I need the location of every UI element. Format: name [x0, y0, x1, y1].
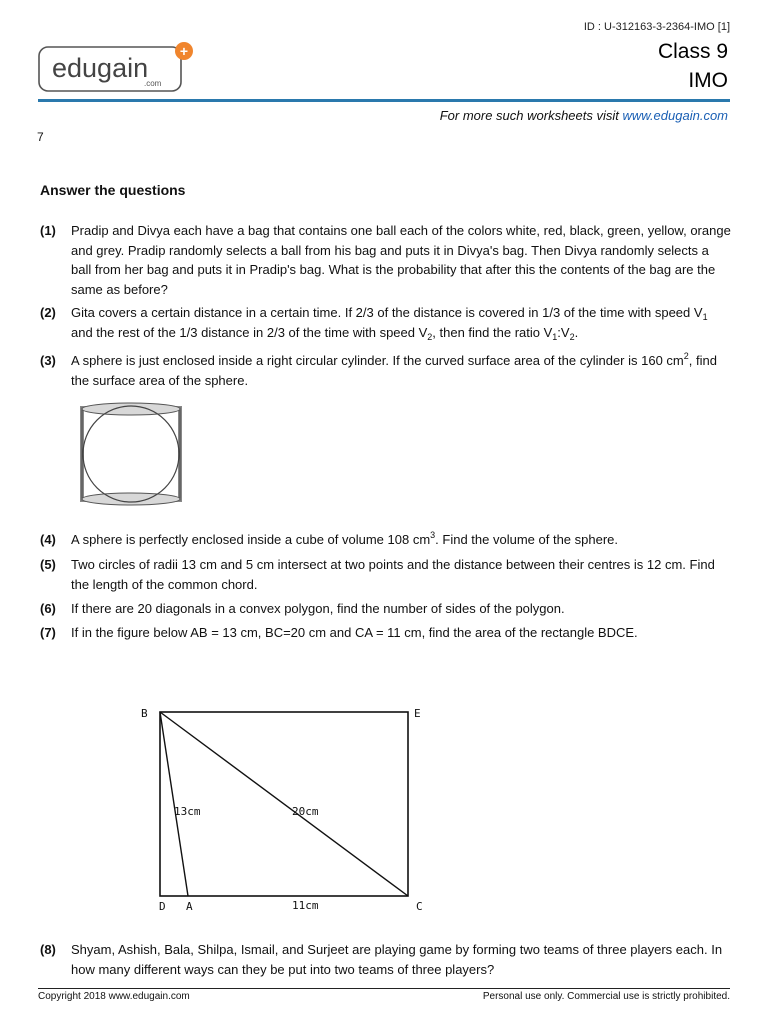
promo-text: For more such worksheets visit	[439, 108, 623, 123]
question-number: (2)	[40, 305, 56, 320]
footer-divider	[38, 988, 730, 989]
segment-bc	[160, 712, 408, 896]
document-id: ID : U-312163-3-2364-IMO [1]	[583, 21, 730, 33]
question-text: A sphere is perfectly enclosed inside a cube of volume 108 $cm^3$. Find the volume of the sphere.	[71, 530, 618, 547]
section-title: Answer the questions	[40, 182, 186, 198]
logo-badge-plus: +	[179, 43, 189, 59]
logo-wordmark: edugain	[52, 53, 149, 83]
question-text: Shyam, Ashish, Bala, Shilpa, Ismail, and Surjeet are playing game by forming two teams of three players each. In how many different ways can they be put into two teams of three players?	[71, 942, 723, 977]
label-bc-length: 20cm	[292, 805, 319, 818]
exam-label: IMO	[688, 69, 728, 92]
question-2	[40, 303, 732, 342]
sphere-circle	[83, 406, 179, 502]
footer-copyright: Copyright 2018 www.edugain.com	[38, 991, 190, 1002]
worksheets-promo	[440, 108, 728, 123]
footer-usage-notice: Personal use only. Commercial use is strictly prohibited.	[482, 991, 730, 1002]
question-text: Gita covers a certain distance in a certain time. If 2/3 of the distance is covered in 1/3 of the time with speed $V_1$ and the rest of the 1/3 distance in 2/3 of the time with speed $V_2$, then find the ratio $V_1:V_2$.	[71, 305, 708, 342]
label-a: A	[186, 900, 193, 913]
label-b: B	[141, 707, 148, 720]
logo-suffix: .com	[144, 79, 162, 88]
question-text: Pradip and Divya each have a bag that contains one ball each of the colors white, red, black, green, yellow, orange and grey. Pradip randomly selects a ball from his bag and puts it in Divya's bag. Then Divya randomly selects a ball from her bag and puts it in Pradip's bag. What is the probability that after this the contents of the bag are the same as before?	[71, 223, 731, 297]
label-c: C	[416, 900, 423, 913]
question-7	[40, 623, 732, 643]
question-3	[40, 351, 732, 390]
question-8	[40, 940, 732, 979]
sphere-in-cylinder-figure	[76, 402, 186, 514]
question-4	[40, 530, 732, 550]
edugain-link[interactable]: www.edugain.com	[622, 108, 728, 123]
class-label: Class 9	[657, 40, 728, 63]
cylinder-bottom-ellipse	[82, 493, 180, 505]
question-text: Two circles of radii 13 cm and 5 cm intersect at two points and the distance between their centres is 12 cm. Find the length of the common chord.	[71, 557, 715, 592]
question-number: (7)	[40, 625, 56, 640]
segment-ba	[160, 712, 188, 896]
question-number: (4)	[40, 532, 56, 547]
question-number: (5)	[40, 557, 56, 572]
label-ca-length: 11cm	[292, 899, 319, 912]
question-5	[40, 555, 732, 594]
question-text: A sphere is just enclosed inside a right circular cylinder. If the curved surface area of the cylinder is 160 $cm^2$, find the surface area of the sphere.	[71, 351, 717, 388]
label-d: D	[159, 900, 166, 913]
cylinder-top-ellipse	[82, 403, 180, 415]
question-number: (6)	[40, 601, 56, 616]
question-text: If there are 20 diagonals in a convex polygon, find the number of sides of the polygon.	[71, 601, 565, 616]
question-6	[40, 599, 732, 619]
question-number: (1)	[40, 223, 56, 238]
question-1	[40, 221, 732, 299]
page-number: 7	[37, 130, 44, 144]
label-e: E	[414, 707, 421, 720]
question-number: (8)	[40, 942, 56, 957]
header-divider	[38, 99, 730, 102]
rectangle-bdce-figure	[130, 700, 440, 920]
question-text: If in the figure below AB = 13 cm, BC=20 cm and CA = 11 cm, find the area of the rectangle BDCE.	[71, 625, 638, 640]
question-number: (3)	[40, 353, 56, 368]
edugain-logo[interactable]	[38, 41, 198, 93]
label-ab-length: 13cm	[174, 805, 201, 818]
